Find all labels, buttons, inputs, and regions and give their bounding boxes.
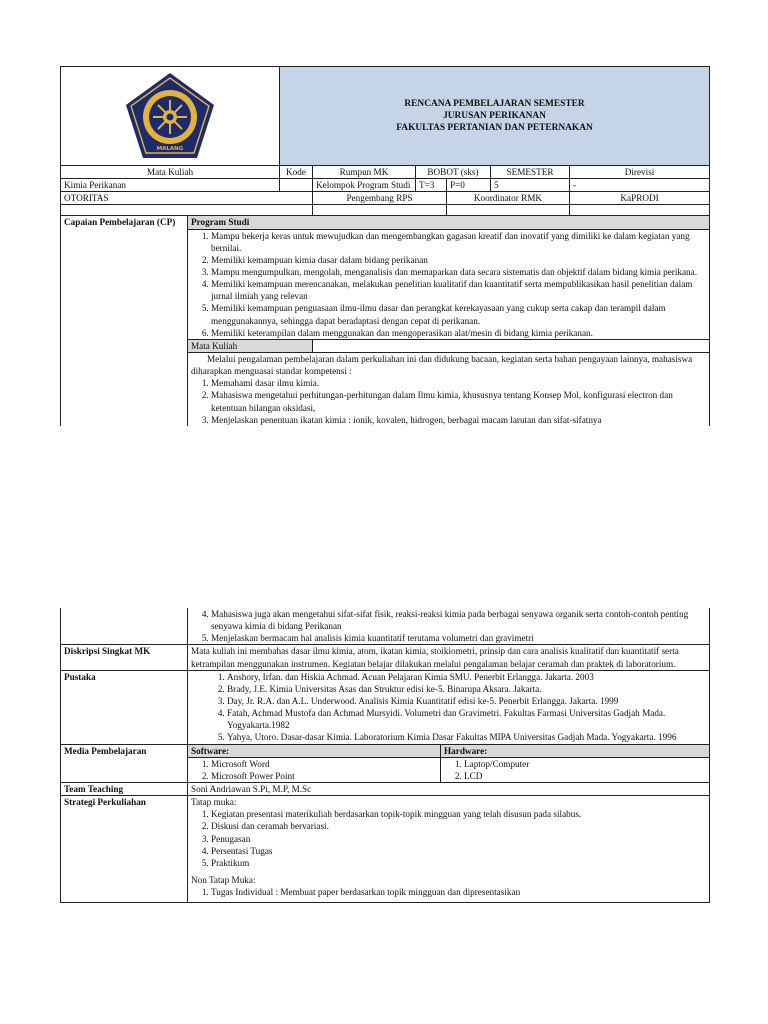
mata-kuliah-list-continued: [191, 608, 706, 644]
list-item: 3. Mampu mengumpulkan, mengolah, menganalisis dan memaparkan data secara sistematis dan objektif dalam bidang kimia perikana.: [211, 266, 706, 278]
cp-continued-label: [61, 608, 188, 645]
kaprodi-blank: [570, 205, 710, 216]
list-item: 2. Mahasiswa mengetahui perhitungan-perhitungan dalam Ilmu kimia, khususnya tentang Konsep Mol, konfigurasi electron dan ketentuan bilangan oksidasi,: [211, 389, 706, 413]
team-teaching-value: Soni Andriawan S.Pi, M.P, M.Sc: [188, 782, 710, 795]
col-direvisi: Direvisi: [570, 166, 710, 179]
list-item: 1. Anshory, Irfan. dan Hiskia Achmad. Acuan Pelajaran Kimia SMU. Penerbit Erlangga. Jakarta. 2003: [227, 671, 706, 683]
pengembang-blank: [313, 205, 447, 216]
col-rumpun: Rumpun MK: [313, 166, 416, 179]
tatap-muka-list: [191, 808, 706, 869]
col-semester: SEMESTER: [491, 166, 570, 179]
direvisi-value: -: [570, 179, 710, 192]
list-item: 6. Memiliki keterampilan dalam menggunakan dan mengoperasikan alat/mesin di bidang kimia perikanan.: [211, 327, 706, 339]
hardware-header: Hardware:: [441, 744, 710, 757]
software-list-cell: [188, 757, 441, 782]
list-item: 1. Memahami dasar ilmu kimia.: [211, 377, 706, 389]
strategi-label: Strategi Perkuliahan: [61, 796, 188, 903]
list-item: 1. Laptop/Computer: [464, 758, 706, 770]
university-seal-icon: [122, 70, 218, 162]
list-item: 3. Menjelaskan penentuan ikatan kimia : ionik, kovalen, hidrogen, berbagai macam larutan dan sifat-sifatnya: [211, 414, 706, 426]
software-list: [191, 758, 437, 782]
deskripsi-label: Diskripsi Singkat MK: [61, 645, 188, 670]
list-item: 4. Mahasiswa juga akan mengetahui sifat-sifat fisik, reaksi-reaksi kimia pada berbagai senyawa organik serta contoh-contoh penting senyawa kimia di bidang Perikanan: [211, 608, 706, 632]
mata-kuliah-intro: Melalui pengalaman pembelajaran dalam perkuliahan ini dan didukung bacaan, kegiatan serta bahan pengayaan lainnya, mahasiswa diharapkan menguasai standar kompetensi :: [191, 353, 693, 377]
list-item: 1. Microsoft Word: [211, 758, 437, 770]
kaprodi: KaPRODI: [570, 192, 710, 205]
logo-cell: [61, 67, 280, 166]
list-item: 5. Praktikum: [211, 857, 706, 869]
media-label: Media Pembelajaran: [61, 744, 188, 782]
col-mata-kuliah: Mata Kuliah: [61, 166, 280, 179]
team-teaching-label: Team Teaching: [61, 782, 188, 795]
pustaka-list-cell: [188, 670, 710, 744]
title-line-3: FAKULTAS PERTANIAN DAN PETERNAKAN: [396, 123, 593, 134]
list-item: 2. Microsoft Power Point: [211, 770, 437, 782]
pustaka-list: [191, 671, 706, 744]
mata-kuliah-list: [191, 377, 706, 426]
rps-detail-table: [60, 608, 710, 903]
mata-kuliah-subheader: Mata Kuliah: [188, 339, 313, 352]
bobot-p-value: P=0: [447, 179, 491, 192]
program-studi-list-cell: [188, 229, 710, 339]
mata-kuliah-list-continued-cell: [188, 608, 710, 645]
strategi-cell: [188, 796, 710, 903]
koordinator-rmk: Koordinator RMK: [447, 192, 570, 205]
list-item: 5. Menjelaskan bermacam hal analisis kimia kuantitatif terutama volumetri dan gravimetri: [211, 632, 706, 644]
list-item: 2. LCD: [464, 770, 706, 782]
otoritas-blank: [61, 205, 313, 216]
col-kode: Kode: [280, 166, 313, 179]
svg-text:MALANG: MALANG: [156, 146, 184, 152]
list-item: 5. Yahya, Utoro. Dasar-dasar Kimia. Laboratorium Kimia Dasar Fakultas MIPA Universitas Gadjah Mada. Yogyakarta. 1996: [227, 731, 706, 743]
list-item: 4. Persentasi Tugas: [211, 845, 706, 857]
bobot-t-value: T=3: [416, 179, 447, 192]
mata-kuliah-list-cell: [188, 352, 710, 425]
hardware-list-cell: [441, 757, 710, 782]
non-tatap-muka-list: [191, 886, 706, 898]
mata-kuliah-subheader-spacer: [313, 339, 710, 352]
list-item: 2. Brady, J.E. Kimia Universitas Asas dan Struktur edisi ke-5. Binarupa Aksara. Jakarta.: [227, 683, 706, 695]
pengembang-rps: Pengembang RPS: [313, 192, 447, 205]
list-item: 3. Day, Jr. R.A. dan A.L. Underwood. Analisis Kimia Kuantitatif edisi ke-5. Penerbit Erlangga. Jakarta. 1999: [227, 695, 706, 707]
deskripsi-text: Mata kuliah ini membahas dasar ilmu kimia, atom, ikatan kimia, stoikiometri, prinsip dan cara analisis kualitatif dan kuantitatif serta ketrampilan menggunakan instrumen. Kegiatan belajar dilakukan melalui pengalaman belajar ceramah dan praktek di laboratorium.: [188, 645, 710, 670]
tatap-muka-label: Tatap muka:: [191, 797, 237, 808]
mk-value: Kimia Perikanan: [61, 179, 280, 192]
document-title-cell: [280, 67, 710, 166]
koordinator-blank: [447, 205, 570, 216]
col-bobot: BOBOT (sks): [416, 166, 491, 179]
pustaka-label: Pustaka: [61, 670, 188, 744]
otoritas-label: OTORITAS: [61, 192, 313, 205]
list-item: 4. Memiliki kemampuan merencanakan, melakukan penelitian kualitatif dan kuantitatif serta mempublikasikan hasil penelitian dalam jurnal ilmiah yang relevan: [211, 278, 706, 302]
rps-header-table: [60, 66, 710, 426]
list-item: 1. Mampu bekerja keras untuk mewujudkan dan mengembangkan gagasan kreatif dan inovatif yang dimiliki ke dalam kegiatan yang bernilai.: [211, 230, 706, 254]
program-studi-list: [191, 230, 706, 339]
cp-label: Capaian Pembelajaran (CP): [61, 216, 188, 426]
software-header: Software:: [188, 744, 441, 757]
program-studi-header: Program Studi: [188, 216, 710, 229]
non-tatap-muka-label: Non Tatap Muka:: [191, 874, 256, 885]
title-line-1: RENCANA PEMBELAJARAN SEMESTER: [404, 98, 585, 109]
semester-value: 5: [491, 179, 570, 192]
list-item: 3. Penugasan: [211, 833, 706, 845]
rumpun-value: Kelompok Program Studi: [313, 179, 416, 192]
list-item: 5. Memiliki kemampuan penguasaan ilmu-ilmu dasar dan perangkat kerekayasaan yang cukup serta cakap dan terampil dalam menggunakannya, sehingga dapat beradaptasi dengan cepat di perikanan.: [211, 302, 706, 326]
title-line-2: JURUSAN PERIKANAN: [443, 110, 546, 121]
list-item: 1. Kegiatan presentasi materikuliah berdasarkan topik-topik mingguan yang telah disusun pada silabus.: [211, 808, 706, 820]
list-item: 4. Fatah, Achmad Mustofa dan Achmad Mursyidi. Volumetri dan Gravimetri. Fakultas Farmasi Universitas Gadjah Mada. Yogyakarta.1982: [227, 707, 706, 731]
kode-value: [280, 179, 313, 192]
list-item: 2. Diskusi dan ceramah bervariasi.: [211, 820, 706, 832]
hardware-list: [444, 758, 706, 782]
list-item: 2. Memiliki kemampuan kimia dasar dalam bidang perikanan: [211, 254, 706, 266]
list-item: 1. Tugas Individual : Membuat paper berdasarkan topik mingguan dan dipresentasikan: [211, 886, 706, 898]
